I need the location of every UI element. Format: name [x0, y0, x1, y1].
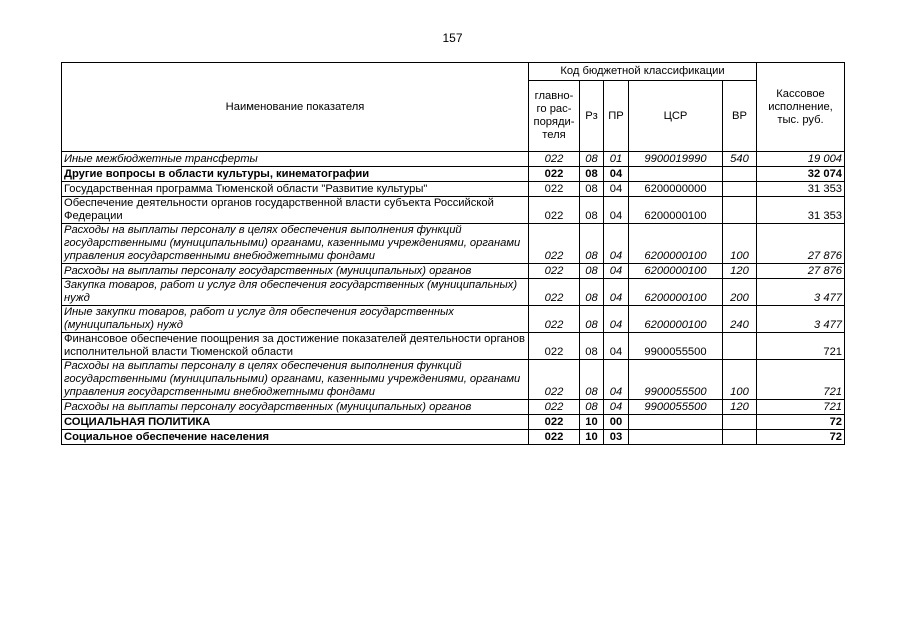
cell-amount: 27 876 — [757, 224, 845, 264]
cell-vr: 100 — [723, 360, 757, 400]
cell-rz: 08 — [580, 182, 604, 197]
cell-admin-code: 022 — [529, 306, 580, 333]
cell-pr: 04 — [604, 306, 629, 333]
cell-csr: 6200000100 — [629, 197, 723, 224]
cell-csr: 6200000100 — [629, 306, 723, 333]
cell-amount: 3 477 — [757, 279, 845, 306]
cell-vr — [723, 430, 757, 445]
table-row — [62, 167, 845, 182]
cell-name: Иные закупки товаров, работ и услуг для обеспечения государственных (муниципальных) нужд — [62, 306, 529, 333]
cell-csr: 6200000000 — [629, 182, 723, 197]
cell-admin-code: 022 — [529, 224, 580, 264]
cell-vr — [723, 167, 757, 182]
cell-csr: 9900055500 — [629, 333, 723, 360]
cell-pr: 04 — [604, 279, 629, 306]
header-admin: главно-го рас-поряди-теля — [529, 81, 580, 152]
cell-rz: 08 — [580, 306, 604, 333]
cell-vr: 540 — [723, 152, 757, 167]
cell-name: Расходы на выплаты персоналу в целях обеспечения выполнения функций государственными (муниципальными) органами, казенными учреждениями, органами управления государственными внебюджетными фондами — [62, 224, 529, 264]
cell-admin-code: 022 — [529, 333, 580, 360]
table-row — [62, 415, 845, 430]
cell-name: Финансовое обеспечение поощрения за достижение показателей деятельности органов исполнительной власти Тюменской области — [62, 333, 529, 360]
cell-vr: 200 — [723, 279, 757, 306]
cell-name: Расходы на выплаты персоналу государственных (муниципальных) органов — [62, 264, 529, 279]
cell-amount: 31 353 — [757, 197, 845, 224]
table-row — [62, 197, 845, 224]
cell-vr: 240 — [723, 306, 757, 333]
cell-csr: 6200000100 — [629, 264, 723, 279]
cell-amount: 27 876 — [757, 264, 845, 279]
cell-amount: 721 — [757, 360, 845, 400]
cell-amount: 721 — [757, 333, 845, 360]
cell-vr — [723, 415, 757, 430]
cell-vr: 100 — [723, 224, 757, 264]
table-row — [62, 306, 845, 333]
cell-rz: 08 — [580, 400, 604, 415]
cell-csr: 6200000100 — [629, 279, 723, 306]
cell-rz: 08 — [580, 197, 604, 224]
cell-rz: 10 — [580, 430, 604, 445]
cell-name: Другие вопросы в области культуры, кинематографии — [62, 167, 529, 182]
cell-pr: 01 — [604, 152, 629, 167]
cell-vr: 120 — [723, 264, 757, 279]
cell-pr: 04 — [604, 224, 629, 264]
table-row — [62, 224, 845, 264]
cell-admin-code: 022 — [529, 360, 580, 400]
cell-vr — [723, 333, 757, 360]
header-row-top — [62, 63, 845, 81]
table-row — [62, 333, 845, 360]
page-number: 157 — [442, 31, 463, 45]
cell-pr: 04 — [604, 360, 629, 400]
cell-csr — [629, 430, 723, 445]
cell-vr: 120 — [723, 400, 757, 415]
header-vr: ВР — [723, 81, 757, 152]
cell-name: Государственная программа Тюменской области "Развитие культуры" — [62, 182, 529, 197]
cell-pr: 00 — [604, 415, 629, 430]
cell-csr — [629, 415, 723, 430]
cell-name: СОЦИАЛЬНАЯ ПОЛИТИКА — [62, 415, 529, 430]
cell-csr: 9900019990 — [629, 152, 723, 167]
cell-amount: 19 004 — [757, 152, 845, 167]
cell-admin-code: 022 — [529, 400, 580, 415]
cell-rz: 08 — [580, 264, 604, 279]
cell-pr: 04 — [604, 400, 629, 415]
header-amount: Кассовое исполнение, тыс. руб. — [757, 63, 845, 152]
cell-admin-code: 022 — [529, 152, 580, 167]
cell-admin-code: 022 — [529, 430, 580, 445]
cell-pr: 04 — [604, 333, 629, 360]
cell-name: Расходы на выплаты персоналу в целях обеспечения выполнения функций государственными (муниципальными) органами, казенными учреждениями, органами управления государственными внебюджетными фондами — [62, 360, 529, 400]
table-row — [62, 264, 845, 279]
cell-admin-code: 022 — [529, 415, 580, 430]
table-row — [62, 152, 845, 167]
cell-vr — [723, 197, 757, 224]
cell-amount: 721 — [757, 400, 845, 415]
cell-rz: 08 — [580, 224, 604, 264]
cell-csr: 6200000100 — [629, 224, 723, 264]
cell-rz: 08 — [580, 167, 604, 182]
table-row — [62, 182, 845, 197]
cell-amount: 72 — [757, 415, 845, 430]
budget-table-body — [62, 152, 845, 445]
cell-pr: 04 — [604, 182, 629, 197]
cell-name: Обеспечение деятельности органов государственной власти субъекта Российской Федерации — [62, 197, 529, 224]
header-pr: ПР — [604, 81, 629, 152]
cell-rz: 08 — [580, 360, 604, 400]
cell-csr: 9900055500 — [629, 360, 723, 400]
cell-vr — [723, 182, 757, 197]
cell-name: Иные межбюджетные трансферты — [62, 152, 529, 167]
cell-pr: 04 — [604, 197, 629, 224]
cell-admin-code: 022 — [529, 197, 580, 224]
cell-name: Расходы на выплаты персоналу государственных (муниципальных) органов — [62, 400, 529, 415]
table-row — [62, 430, 845, 445]
cell-pr: 03 — [604, 430, 629, 445]
header-csr: ЦСР — [629, 81, 723, 152]
cell-csr: 9900055500 — [629, 400, 723, 415]
cell-amount: 32 074 — [757, 167, 845, 182]
table-row — [62, 279, 845, 306]
cell-amount: 31 353 — [757, 182, 845, 197]
cell-rz: 08 — [580, 333, 604, 360]
budget-table — [61, 62, 845, 445]
cell-name: Социальное обеспечение населения — [62, 430, 529, 445]
cell-rz: 08 — [580, 152, 604, 167]
header-rz: Рз — [580, 81, 604, 152]
cell-csr — [629, 167, 723, 182]
cell-amount: 3 477 — [757, 306, 845, 333]
cell-admin-code: 022 — [529, 279, 580, 306]
header-name: Наименование показателя — [62, 63, 529, 152]
cell-amount: 72 — [757, 430, 845, 445]
cell-admin-code: 022 — [529, 182, 580, 197]
table-row — [62, 360, 845, 400]
cell-rz: 08 — [580, 279, 604, 306]
cell-pr: 04 — [604, 264, 629, 279]
header-code-group: Код бюджетной классификации — [529, 63, 757, 81]
table-row — [62, 400, 845, 415]
cell-pr: 04 — [604, 167, 629, 182]
cell-name: Закупка товаров, работ и услуг для обеспечения государственных (муниципальных) нужд — [62, 279, 529, 306]
cell-rz: 10 — [580, 415, 604, 430]
cell-admin-code: 022 — [529, 167, 580, 182]
cell-admin-code: 022 — [529, 264, 580, 279]
